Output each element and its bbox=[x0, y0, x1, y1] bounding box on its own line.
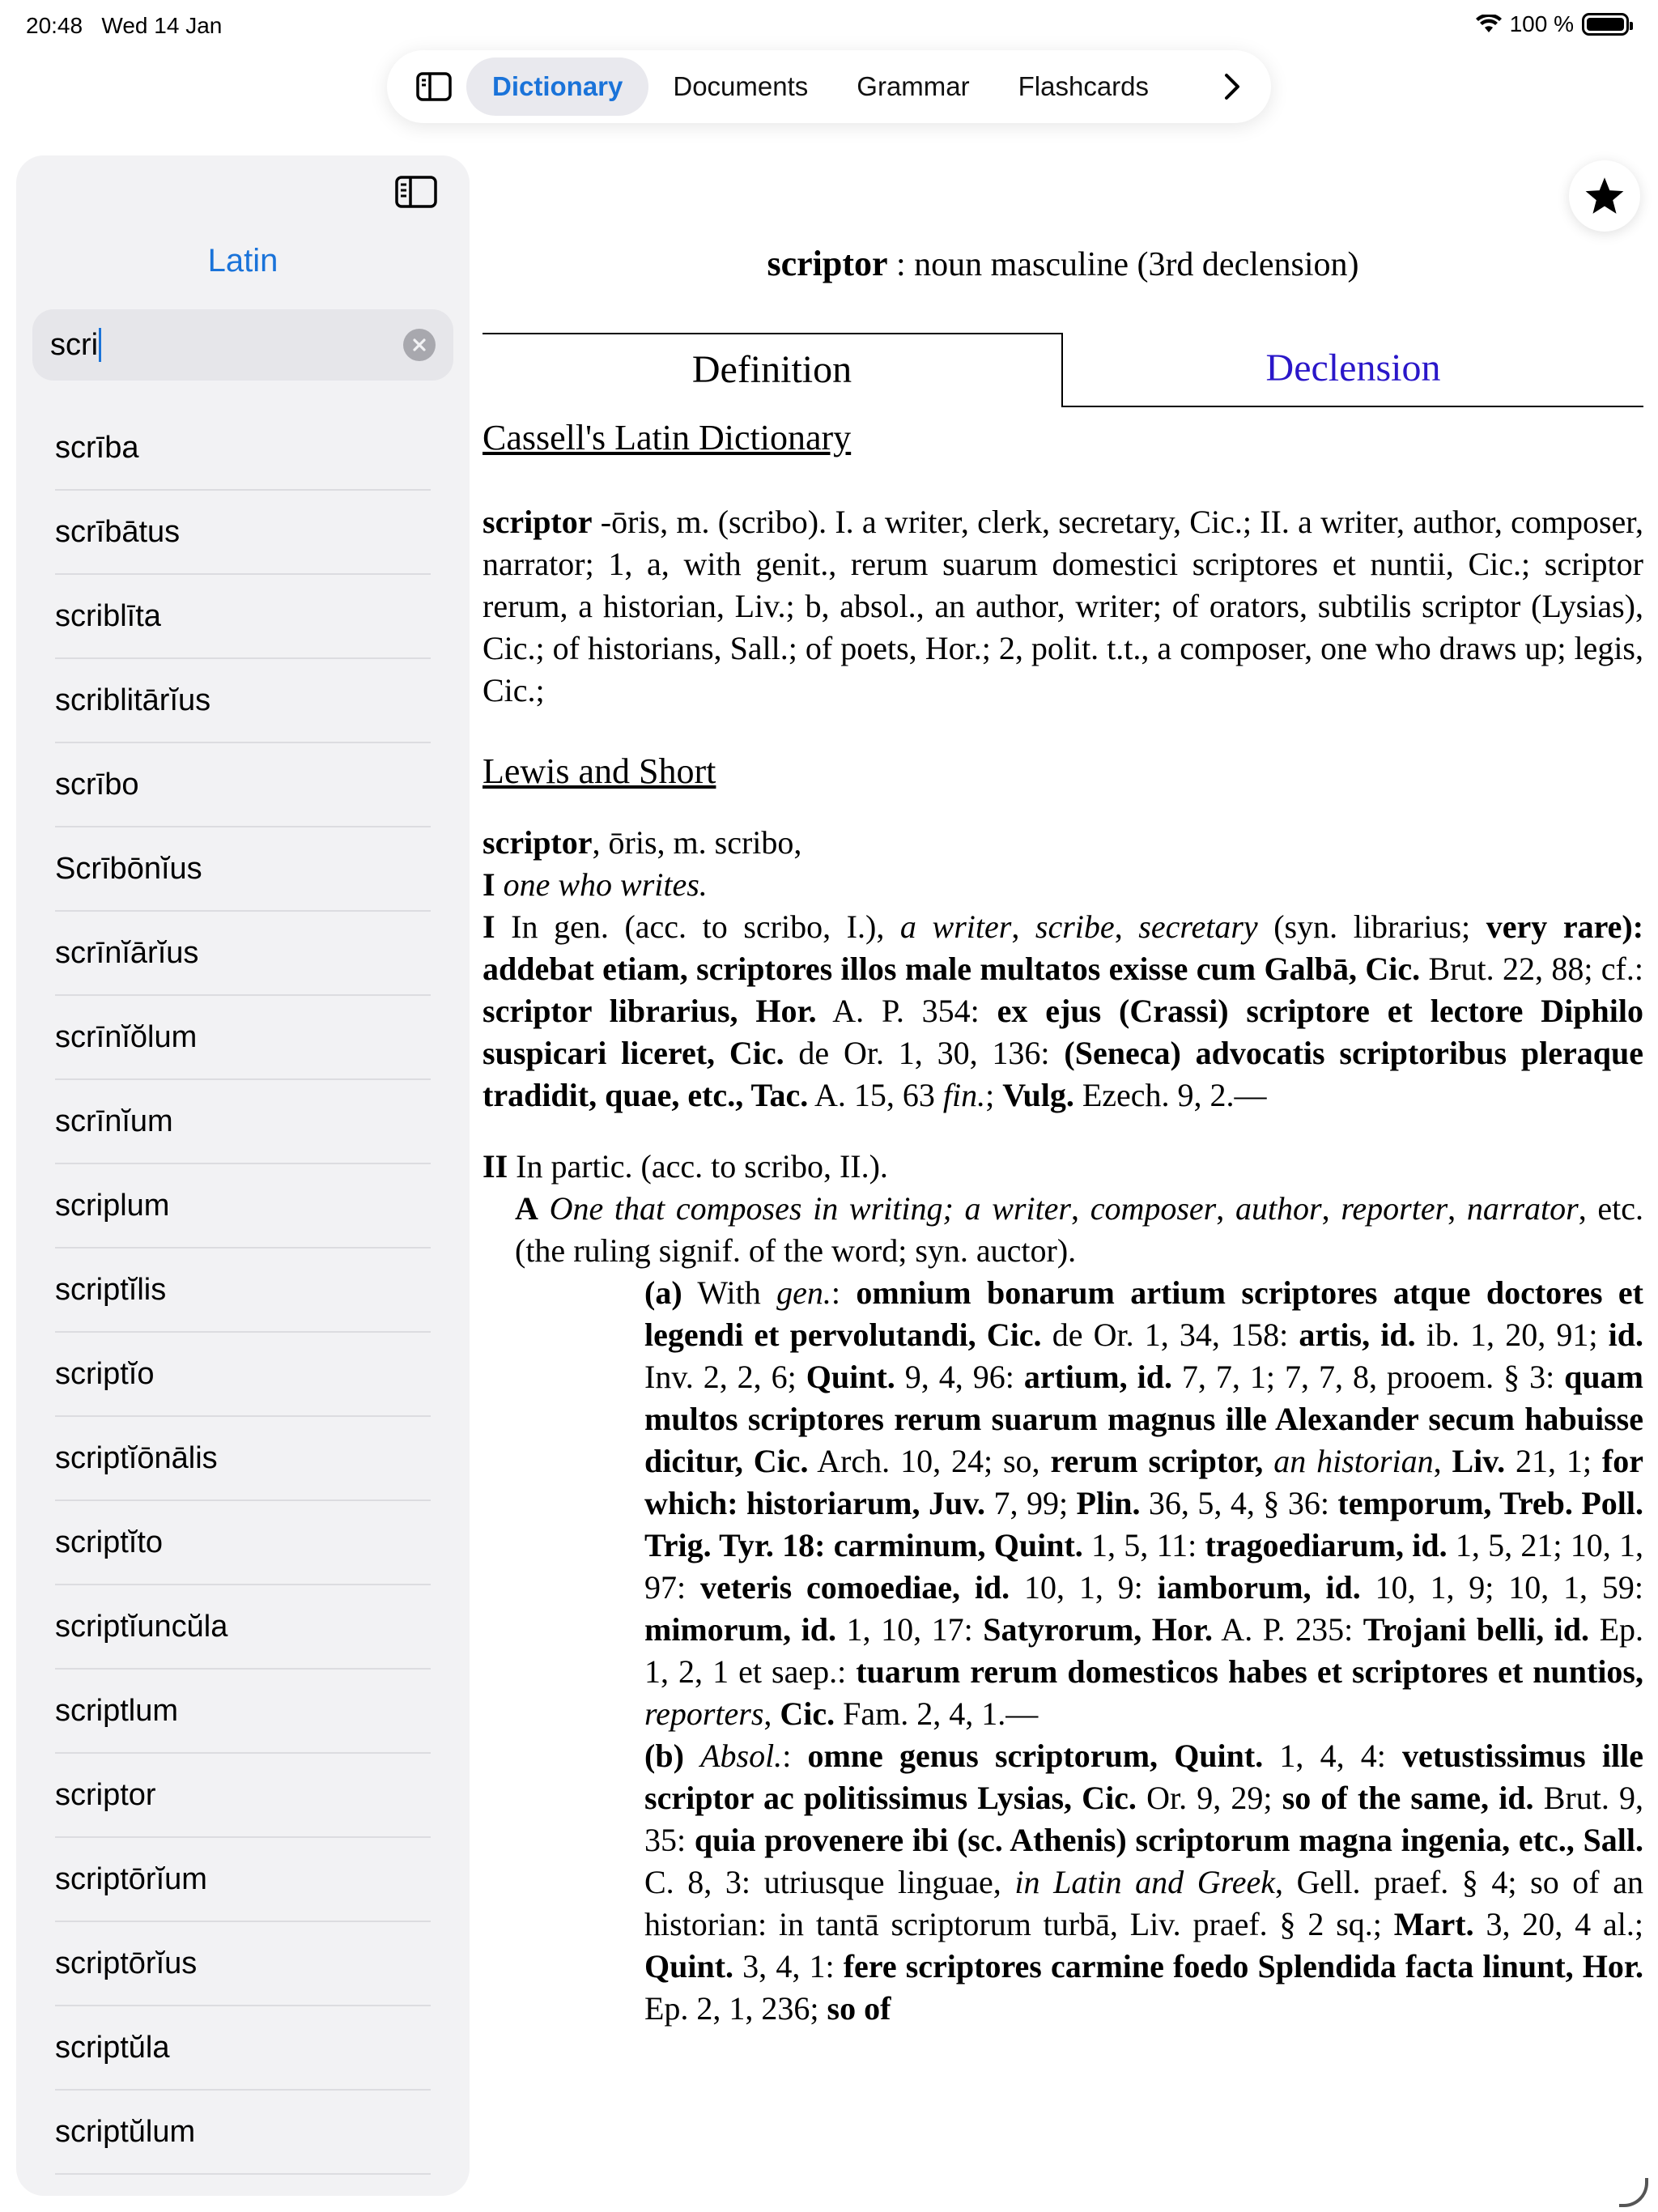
list-item[interactable]: scriptōrĭus bbox=[55, 1922, 431, 2006]
sidebar-icon bbox=[416, 72, 452, 101]
list-item[interactable]: scriptĭlis bbox=[55, 1249, 431, 1333]
tab-grammar[interactable]: Grammar bbox=[857, 71, 970, 101]
tab-flashcards[interactable]: Flashcards bbox=[1018, 71, 1150, 101]
entry-word: scriptor bbox=[767, 244, 888, 283]
more-tabs-button[interactable] bbox=[1208, 58, 1256, 115]
ls-sense-II: II In partic. (acc. to scribo, II.). bbox=[483, 1148, 888, 1185]
list-item[interactable]: scrīnĭum bbox=[55, 1080, 431, 1164]
source-heading-lewis-short: Lewis and Short bbox=[483, 751, 716, 791]
list-item[interactable]: scrībātus bbox=[55, 491, 431, 575]
top-tab-bar bbox=[387, 50, 1271, 123]
word-list bbox=[55, 406, 470, 2175]
list-item[interactable]: scriblitārĭus bbox=[55, 659, 431, 743]
list-item[interactable]: scrīnĭārĭus bbox=[55, 912, 431, 996]
list-item[interactable]: scriptor bbox=[55, 1754, 431, 1838]
search-input[interactable]: scri bbox=[50, 327, 99, 362]
close-icon bbox=[412, 338, 427, 352]
source-heading-cassell: Cassell's Latin Dictionary bbox=[483, 418, 852, 457]
list-item[interactable]: scriblīta bbox=[55, 575, 431, 659]
entry-content bbox=[483, 243, 1643, 2030]
entry-pos: : noun masculine (3rd declension) bbox=[896, 246, 1359, 283]
list-item[interactable]: scriptŭlum bbox=[55, 2091, 431, 2175]
list-item[interactable]: scriptlum bbox=[55, 1670, 431, 1754]
tab-declension[interactable]: Declension bbox=[1063, 333, 1643, 407]
ls-sense-II-A-a: (a) With gen.: omnium bonarum artium scriptores atque doctores et legendi et pervolutandi, Cic. de Or. 1, 34, 158: artis, id. ib. 1, 20, 91; id. Inv. 2, 2, 6; Quint. 9, 4, 96: artium, id. 7, 7, 1; 7, 7, 8, prooem. § 3: quam multos scriptores rerum suarum magnus ille Alexander secum habuisse dicitur, Cic. Arch. 10, 24; so, rerum scriptor, an historian, Liv. 21, 1; for which: historiarum, Juv. 7, 99; Plin. 36, 5, 4, § 36: temporum, Treb. Poll. Trig. Tyr. 18: carminum, Quint. 1, 5, 11: tragoediarum, id. 1, 5, 21; 10, 1, 97: veteris comoediae, id. 10, 1, 9: iamborum, id. 10, 1, 9; 10, 1, 59: mimorum, id. 1, 10, 17: Satyrorum, Hor. A. P. 235: Trojani belli, id. Ep. 1, 2, 1 et saep.: tuarum rerum domesticos habes et scriptores et nuntios, reporters, Cic. Fam. 2, 4, 1.— bbox=[644, 1274, 1644, 1732]
chevron-right-icon bbox=[1223, 72, 1241, 101]
list-item[interactable]: scrīnĭŏlum bbox=[55, 996, 431, 1080]
tab-dictionary[interactable]: Dictionary bbox=[466, 57, 648, 116]
resize-handle[interactable] bbox=[1619, 2178, 1648, 2207]
sidebar bbox=[16, 155, 470, 2196]
star-icon bbox=[1584, 176, 1626, 216]
list-item[interactable]: scriptĭo bbox=[55, 1333, 431, 1417]
list-item[interactable]: scriptĭōnālis bbox=[55, 1417, 431, 1501]
ls-sense-I-general: I In gen. (acc. to scribo, I.), a writer, scribe, secretary (syn. librarius; very rare): addebat etiam, scriptores illos male multatos exisse cum Galbā, Cic. Brut. 22, 88; cf.: scriptor librarius, Hor. A. P. 354: ex ejus (Crassi) scriptore et lectore Diphilo suspicari liceret, Cic. de Or. 1, 30, 136: (Seneca) advocatis scriptoribus pleraque tradidit, quae, etc., Tac. A. 15, 63 fin.; Vulg. Ezech. 9, 2.— bbox=[483, 908, 1644, 1113]
list-item[interactable]: scrībo bbox=[55, 743, 431, 827]
status-time: 20:48 Wed 14 Jan bbox=[26, 13, 223, 38]
tab-definition[interactable]: Definition bbox=[483, 333, 1063, 407]
cassell-definition: scriptor -ōris, m. (scribo). I. a writer, clerk, secretary, Cic.; II. a writer, author, composer, narrator; 1, a, with genit., rerum suarum domestici scriptores et nuntii, Cic.; scriptor rerum, a historian, Liv.; b, absol., an author, writer; of orators, subtilis scriptor (Lysias), Cic.; of historians, Sall.; of poets, Hor.; 2, polit. t.t., a composer, one who draws up; legis, Cic.; bbox=[483, 504, 1643, 708]
clear-search-button[interactable] bbox=[403, 329, 436, 361]
list-item[interactable]: scriptĭto bbox=[55, 1501, 431, 1585]
favorite-button[interactable] bbox=[1569, 160, 1640, 232]
list-item[interactable]: scriptŭla bbox=[55, 2006, 431, 2091]
list-item[interactable]: scrība bbox=[55, 406, 431, 491]
status-indicators bbox=[1476, 11, 1629, 37]
list-item[interactable]: scriptōrĭum bbox=[55, 1838, 431, 1922]
sidebar-toggle-button[interactable] bbox=[402, 58, 466, 115]
text-caret bbox=[99, 328, 101, 362]
ls-sense-II-A: A One that composes in writing; a writer, composer, author, reporter, narrator, etc. (the ruling signif. of the word; syn. auctor). bbox=[515, 1190, 1644, 1269]
sidebar-icon bbox=[395, 176, 437, 208]
tab-documents[interactable]: Documents bbox=[673, 71, 809, 101]
ls-sense-I: I one who writes. bbox=[483, 866, 708, 903]
battery-percent: 100 % bbox=[1509, 11, 1574, 36]
wifi-icon bbox=[1476, 15, 1502, 34]
ls-sense-II-A-b: (b) Absol.: omne genus scriptorum, Quint. 1, 4, 4: vetustissimus ille scriptor ac politissimus Lysias, Cic. Or. 9, 29; so of the same, id. Brut. 9, 35: quia provenere ibi (sc. Athenis) scriptorum magna ingenia, etc., Sall. C. 8, 3: utriusque linguae, in Latin and Greek, Gell. praef. § 4; so of an historian: in tantā scriptorum turbā, Liv. praef. § 2 sq.; Mart. 3, 20, 4 al.; Quint. 3, 4, 1: fere scriptores carmine foedo Splendida facta linunt, Hor. Ep. 2, 1, 236; so of bbox=[644, 1738, 1644, 2027]
battery-icon bbox=[1582, 13, 1629, 36]
entry-tabs bbox=[483, 333, 1643, 407]
list-item[interactable]: scriptĭuncŭla bbox=[55, 1585, 431, 1670]
ls-headword: scriptor, ōris, m. scribo, bbox=[483, 824, 802, 861]
sidebar-collapse-button[interactable] bbox=[392, 170, 440, 214]
entry-headline bbox=[483, 243, 1643, 286]
search-field[interactable] bbox=[32, 309, 453, 381]
language-title[interactable]: Latin bbox=[207, 243, 278, 279]
list-item[interactable]: scriplum bbox=[55, 1164, 431, 1249]
list-item[interactable]: Scrībōnĭus bbox=[55, 827, 431, 912]
